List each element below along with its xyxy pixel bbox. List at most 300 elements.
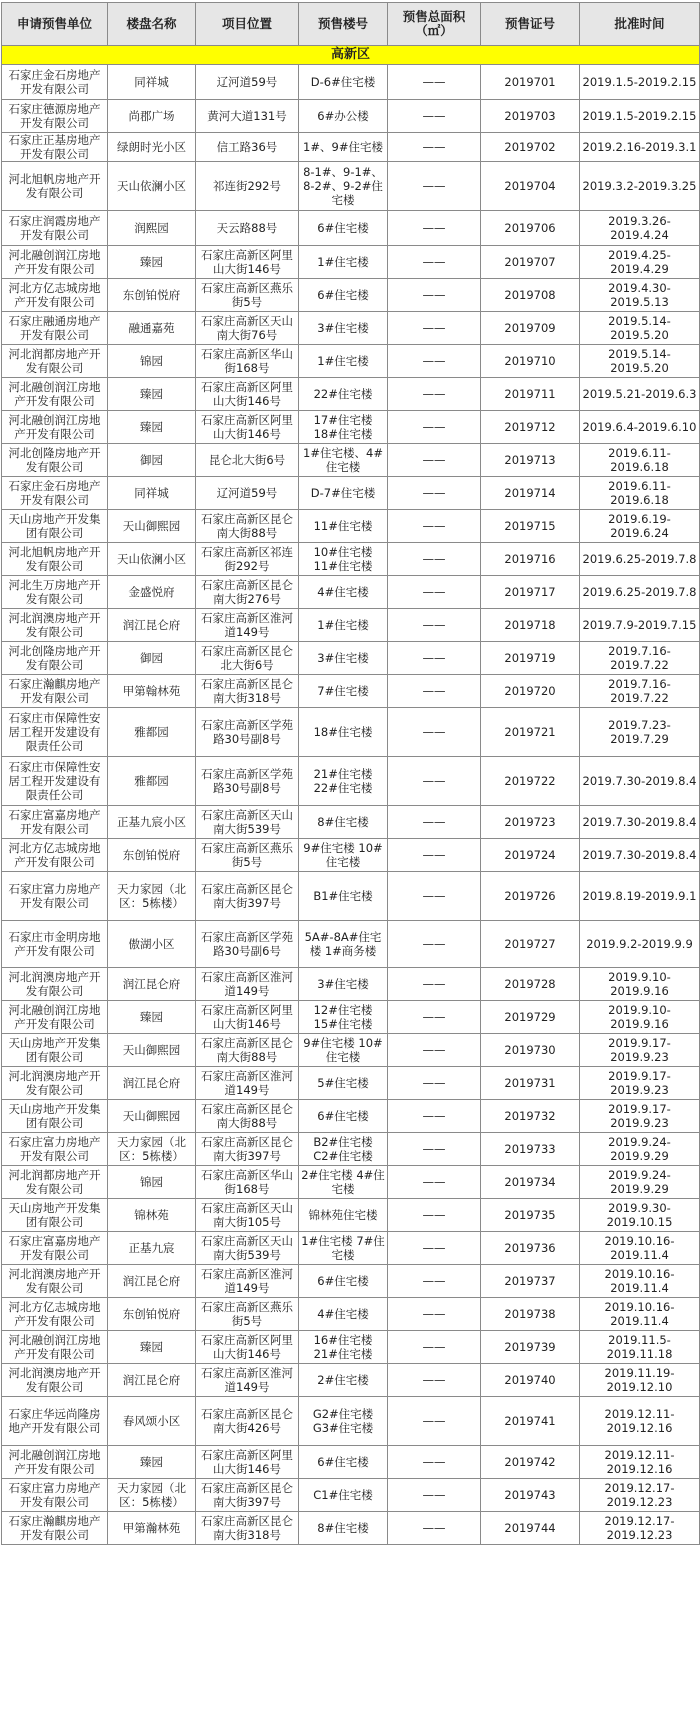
table-row <box>2 510 700 543</box>
presale-permit-table <box>1 2 700 1545</box>
cell-approval-period: 2019.6.19-2019.6.24 <box>580 510 700 543</box>
cell-approval-period: 2019.11.19-2019.12.10 <box>580 1364 700 1397</box>
table-row <box>2 162 700 211</box>
cell-total-area: —— <box>388 543 481 576</box>
table-row <box>2 839 700 872</box>
cell-buildings: C1#住宅楼 <box>299 1479 388 1512</box>
cell-applicant: 河北创隆房地产开发有限公司 <box>2 642 108 675</box>
cell-total-area: —— <box>388 968 481 1001</box>
cell-project-name: 春风颂小区 <box>108 1397 196 1446</box>
cell-approval-period: 2019.1.5-2019.2.15 <box>580 65 700 100</box>
cell-approval-period: 2019.7.23-2019.7.29 <box>580 708 700 757</box>
cell-applicant: 石家庄市保障性安居工程开发建设有限责任公司 <box>2 708 108 757</box>
cell-total-area: —— <box>388 1166 481 1199</box>
cell-approval-period: 2019.2.16-2019.3.1 <box>580 133 700 162</box>
cell-permit-number: 2019729 <box>481 1001 580 1034</box>
cell-location: 石家庄高新区祁连街292号 <box>196 543 299 576</box>
cell-applicant: 河北方亿志城房地产开发有限公司 <box>2 279 108 312</box>
table-row <box>2 1331 700 1364</box>
cell-buildings: 1#住宅楼 7#住宅楼 <box>299 1232 388 1265</box>
cell-permit-number: 2019741 <box>481 1397 580 1446</box>
cell-permit-number: 2019702 <box>481 133 580 162</box>
cell-project-name: 甲第瀚林苑 <box>108 1512 196 1545</box>
cell-project-name: 臻园 <box>108 1446 196 1479</box>
cell-permit-number: 2019738 <box>481 1298 580 1331</box>
cell-location: 石家庄高新区阿里山大街146号 <box>196 411 299 444</box>
table-row <box>2 133 700 162</box>
table-row <box>2 1100 700 1133</box>
cell-permit-number: 2019720 <box>481 675 580 708</box>
cell-approval-period: 2019.4.25-2019.4.29 <box>580 246 700 279</box>
cell-location: 石家庄高新区学苑路30号副6号 <box>196 921 299 968</box>
table-row <box>2 806 700 839</box>
cell-applicant: 石家庄富嘉房地产开发有限公司 <box>2 806 108 839</box>
cell-buildings: 3#住宅楼 <box>299 642 388 675</box>
cell-permit-number: 2019708 <box>481 279 580 312</box>
cell-total-area: —— <box>388 1479 481 1512</box>
cell-project-name: 天山依澜小区 <box>108 162 196 211</box>
header-project-name: 楼盘名称 <box>108 3 196 46</box>
cell-buildings: 21#住宅楼 22#住宅楼 <box>299 757 388 806</box>
cell-location: 昆仑北大街6号 <box>196 444 299 477</box>
table-row <box>2 757 700 806</box>
table-row <box>2 1034 700 1067</box>
cell-buildings: 4#住宅楼 <box>299 1298 388 1331</box>
section-title: 高新区 <box>2 46 700 65</box>
cell-permit-number: 2019737 <box>481 1265 580 1298</box>
table-header-row <box>2 3 700 46</box>
cell-total-area: —— <box>388 1067 481 1100</box>
cell-project-name: 锦园 <box>108 345 196 378</box>
cell-project-name: 天山御熙园 <box>108 510 196 543</box>
cell-total-area: —— <box>388 279 481 312</box>
cell-location: 石家庄高新区淮河道149号 <box>196 609 299 642</box>
cell-project-name: 天山御熙园 <box>108 1034 196 1067</box>
cell-location: 石家庄高新区昆仑南大街397号 <box>196 1133 299 1166</box>
cell-applicant: 石家庄瀚麒房地产开发有限公司 <box>2 1512 108 1545</box>
cell-applicant: 河北融创润江房地产开发有限公司 <box>2 411 108 444</box>
cell-total-area: —— <box>388 839 481 872</box>
cell-applicant: 河北润澳房地产开发有限公司 <box>2 609 108 642</box>
cell-applicant: 石家庄富力房地产开发有限公司 <box>2 1133 108 1166</box>
cell-total-area: —— <box>388 576 481 609</box>
cell-approval-period: 2019.10.16-2019.11.4 <box>580 1265 700 1298</box>
cell-applicant: 河北融创润江房地产开发有限公司 <box>2 1001 108 1034</box>
cell-buildings: 8-1#、9-1#、8-2#、9-2#住宅楼 <box>299 162 388 211</box>
cell-permit-number: 2019719 <box>481 642 580 675</box>
cell-buildings: G2#住宅楼 G3#住宅楼 <box>299 1397 388 1446</box>
cell-applicant: 天山房地产开发集团有限公司 <box>2 1199 108 1232</box>
cell-project-name: 天力家园（北区：5栋楼） <box>108 1479 196 1512</box>
cell-permit-number: 2019735 <box>481 1199 580 1232</box>
cell-approval-period: 2019.6.25-2019.7.8 <box>580 543 700 576</box>
cell-total-area: —— <box>388 1298 481 1331</box>
cell-total-area: —— <box>388 675 481 708</box>
cell-buildings: 1#住宅楼 <box>299 246 388 279</box>
cell-permit-number: 2019742 <box>481 1446 580 1479</box>
table-row <box>2 1479 700 1512</box>
cell-project-name: 东创铂悦府 <box>108 839 196 872</box>
table-row <box>2 246 700 279</box>
cell-project-name: 尚郡广场 <box>108 100 196 133</box>
cell-project-name: 雅都园 <box>108 757 196 806</box>
cell-applicant: 石家庄瀚麒房地产开发有限公司 <box>2 675 108 708</box>
cell-approval-period: 2019.6.4-2019.6.10 <box>580 411 700 444</box>
cell-buildings: 2#住宅楼 4#住宅楼 <box>299 1166 388 1199</box>
cell-permit-number: 2019714 <box>481 477 580 510</box>
cell-permit-number: 2019718 <box>481 609 580 642</box>
cell-location: 石家庄高新区昆仑南大街88号 <box>196 1034 299 1067</box>
cell-buildings: 9#住宅楼 10#住宅楼 <box>299 1034 388 1067</box>
cell-approval-period: 2019.5.14-2019.5.20 <box>580 345 700 378</box>
cell-total-area: —— <box>388 162 481 211</box>
cell-total-area: —— <box>388 1133 481 1166</box>
cell-total-area: —— <box>388 312 481 345</box>
table-row <box>2 1199 700 1232</box>
cell-buildings: 18#住宅楼 <box>299 708 388 757</box>
cell-permit-number: 2019733 <box>481 1133 580 1166</box>
cell-location: 信工路36号 <box>196 133 299 162</box>
cell-total-area: —— <box>388 246 481 279</box>
table-row <box>2 1133 700 1166</box>
cell-project-name: 天山御熙园 <box>108 1100 196 1133</box>
cell-permit-number: 2019724 <box>481 839 580 872</box>
cell-applicant: 石家庄融通房地产开发有限公司 <box>2 312 108 345</box>
cell-buildings: 6#住宅楼 <box>299 1265 388 1298</box>
cell-total-area: —— <box>388 1397 481 1446</box>
cell-permit-number: 2019703 <box>481 100 580 133</box>
table-row <box>2 345 700 378</box>
table-row <box>2 708 700 757</box>
cell-total-area: —— <box>388 133 481 162</box>
cell-applicant: 河北创隆房地产开发有限公司 <box>2 444 108 477</box>
cell-applicant: 河北润都房地产开发有限公司 <box>2 345 108 378</box>
cell-buildings: 1#住宅楼 <box>299 609 388 642</box>
cell-total-area: —— <box>388 1364 481 1397</box>
table-row <box>2 211 700 246</box>
cell-permit-number: 2019712 <box>481 411 580 444</box>
cell-project-name: 金盛悦府 <box>108 576 196 609</box>
cell-applicant: 石家庄富嘉房地产开发有限公司 <box>2 1232 108 1265</box>
cell-applicant: 河北润澳房地产开发有限公司 <box>2 1364 108 1397</box>
cell-project-name: 臻园 <box>108 1331 196 1364</box>
cell-permit-number: 2019732 <box>481 1100 580 1133</box>
cell-buildings: 1#、9#住宅楼 <box>299 133 388 162</box>
cell-applicant: 石家庄德源房地产开发有限公司 <box>2 100 108 133</box>
header-applicant: 申请预售单位 <box>2 3 108 46</box>
cell-buildings: 17#住宅楼 18#住宅楼 <box>299 411 388 444</box>
cell-approval-period: 2019.6.11-2019.6.18 <box>580 477 700 510</box>
cell-location: 辽河道59号 <box>196 65 299 100</box>
cell-total-area: —— <box>388 1331 481 1364</box>
cell-project-name: 锦林苑 <box>108 1199 196 1232</box>
table-row <box>2 1232 700 1265</box>
cell-permit-number: 2019740 <box>481 1364 580 1397</box>
cell-permit-number: 2019731 <box>481 1067 580 1100</box>
cell-location: 石家庄高新区华山街168号 <box>196 345 299 378</box>
cell-project-name: 融通嘉苑 <box>108 312 196 345</box>
cell-location: 石家庄高新区华山街168号 <box>196 1166 299 1199</box>
cell-project-name: 东创铂悦府 <box>108 279 196 312</box>
cell-buildings: B1#住宅楼 <box>299 872 388 921</box>
cell-approval-period: 2019.9.2-2019.9.9 <box>580 921 700 968</box>
cell-buildings: 4#住宅楼 <box>299 576 388 609</box>
cell-approval-period: 2019.9.17-2019.9.23 <box>580 1034 700 1067</box>
cell-location: 石家庄高新区阿里山大街146号 <box>196 378 299 411</box>
cell-permit-number: 2019743 <box>481 1479 580 1512</box>
cell-total-area: —— <box>388 411 481 444</box>
cell-location: 石家庄高新区淮河道149号 <box>196 1364 299 1397</box>
header-location: 项目位置 <box>196 3 299 46</box>
cell-location: 石家庄高新区淮河道149号 <box>196 968 299 1001</box>
cell-location: 石家庄高新区昆仑北大街6号 <box>196 642 299 675</box>
cell-buildings: 7#住宅楼 <box>299 675 388 708</box>
cell-applicant: 河北融创润江房地产开发有限公司 <box>2 246 108 279</box>
header-buildings: 预售楼号 <box>299 3 388 46</box>
cell-location: 石家庄高新区昆仑南大街276号 <box>196 576 299 609</box>
cell-permit-number: 2019722 <box>481 757 580 806</box>
cell-approval-period: 2019.9.24-2019.9.29 <box>580 1133 700 1166</box>
cell-permit-number: 2019728 <box>481 968 580 1001</box>
cell-applicant: 河北旭帆房地产开发有限公司 <box>2 543 108 576</box>
cell-approval-period: 2019.12.17-2019.12.23 <box>580 1479 700 1512</box>
cell-location: 石家庄高新区阿里山大街146号 <box>196 246 299 279</box>
cell-project-name: 锦园 <box>108 1166 196 1199</box>
cell-location: 石家庄高新区燕乐街5号 <box>196 1298 299 1331</box>
cell-total-area: —— <box>388 757 481 806</box>
cell-approval-period: 2019.9.30-2019.10.15 <box>580 1199 700 1232</box>
cell-permit-number: 2019723 <box>481 806 580 839</box>
cell-buildings: 5A#-8A#住宅楼 1#商务楼 <box>299 921 388 968</box>
cell-project-name: 润江昆仑府 <box>108 609 196 642</box>
cell-project-name: 臻园 <box>108 378 196 411</box>
cell-location: 石家庄高新区阿里山大街146号 <box>196 1446 299 1479</box>
cell-buildings: 5#住宅楼 <box>299 1067 388 1100</box>
cell-buildings: 8#住宅楼 <box>299 806 388 839</box>
cell-applicant: 石家庄正基房地产开发有限公司 <box>2 133 108 162</box>
cell-approval-period: 2019.5.14-2019.5.20 <box>580 312 700 345</box>
cell-approval-period: 2019.3.2-2019.3.25 <box>580 162 700 211</box>
cell-location: 石家庄高新区淮河道149号 <box>196 1067 299 1100</box>
cell-applicant: 石家庄市保障性安居工程开发建设有限责任公司 <box>2 757 108 806</box>
table-row <box>2 675 700 708</box>
cell-location: 石家庄高新区天山南大街539号 <box>196 1232 299 1265</box>
cell-location: 石家庄高新区昆仑南大街318号 <box>196 675 299 708</box>
cell-permit-number: 2019710 <box>481 345 580 378</box>
cell-approval-period: 2019.12.11-2019.12.16 <box>580 1446 700 1479</box>
cell-location: 石家庄高新区昆仑南大街88号 <box>196 510 299 543</box>
cell-permit-number: 2019701 <box>481 65 580 100</box>
table-row <box>2 1265 700 1298</box>
cell-approval-period: 2019.9.17-2019.9.23 <box>580 1100 700 1133</box>
cell-buildings: 22#住宅楼 <box>299 378 388 411</box>
table-row <box>2 642 700 675</box>
cell-permit-number: 2019730 <box>481 1034 580 1067</box>
cell-project-name: 天力家园（北区：5栋楼） <box>108 1133 196 1166</box>
cell-applicant: 河北润澳房地产开发有限公司 <box>2 1265 108 1298</box>
cell-location: 石家庄高新区阿里山大街146号 <box>196 1001 299 1034</box>
cell-project-name: 雅都园 <box>108 708 196 757</box>
cell-location: 石家庄高新区阿里山大街146号 <box>196 1331 299 1364</box>
cell-permit-number: 2019721 <box>481 708 580 757</box>
cell-location: 石家庄高新区天山南大街539号 <box>196 806 299 839</box>
cell-project-name: 润熙园 <box>108 211 196 246</box>
cell-applicant: 石家庄金石房地产开发有限公司 <box>2 477 108 510</box>
cell-buildings: 8#住宅楼 <box>299 1512 388 1545</box>
cell-total-area: —— <box>388 609 481 642</box>
cell-buildings: B2#住宅楼 C2#住宅楼 <box>299 1133 388 1166</box>
table-row <box>2 378 700 411</box>
cell-total-area: —— <box>388 806 481 839</box>
cell-location: 石家庄高新区昆仑南大街397号 <box>196 872 299 921</box>
table-row <box>2 100 700 133</box>
cell-total-area: —— <box>388 1232 481 1265</box>
table-row <box>2 1364 700 1397</box>
cell-total-area: —— <box>388 378 481 411</box>
cell-buildings: 3#住宅楼 <box>299 312 388 345</box>
table-row <box>2 872 700 921</box>
cell-total-area: —— <box>388 510 481 543</box>
cell-location: 黄河大道131号 <box>196 100 299 133</box>
cell-buildings: 12#住宅楼 15#住宅楼 <box>299 1001 388 1034</box>
cell-total-area: —— <box>388 211 481 246</box>
cell-approval-period: 2019.10.16-2019.11.4 <box>580 1232 700 1265</box>
cell-applicant: 石家庄华远尚隆房地产开发有限公司 <box>2 1397 108 1446</box>
cell-buildings: 6#住宅楼 <box>299 211 388 246</box>
cell-applicant: 河北润澳房地产开发有限公司 <box>2 968 108 1001</box>
cell-approval-period: 2019.3.26-2019.4.24 <box>580 211 700 246</box>
table-row <box>2 411 700 444</box>
cell-total-area: —— <box>388 642 481 675</box>
cell-total-area: —— <box>388 65 481 100</box>
cell-buildings: 11#住宅楼 <box>299 510 388 543</box>
table-row <box>2 543 700 576</box>
cell-approval-period: 2019.11.5-2019.11.18 <box>580 1331 700 1364</box>
cell-project-name: 正基九宸 <box>108 1232 196 1265</box>
table-row <box>2 1446 700 1479</box>
table-row <box>2 1166 700 1199</box>
cell-permit-number: 2019726 <box>481 872 580 921</box>
cell-approval-period: 2019.6.25-2019.7.8 <box>580 576 700 609</box>
cell-buildings: 6#办公楼 <box>299 100 388 133</box>
cell-permit-number: 2019715 <box>481 510 580 543</box>
cell-applicant: 石家庄市金明房地产开发有限公司 <box>2 921 108 968</box>
cell-total-area: —— <box>388 1512 481 1545</box>
cell-approval-period: 2019.7.30-2019.8.4 <box>580 806 700 839</box>
cell-project-name: 润江昆仑府 <box>108 1265 196 1298</box>
cell-approval-period: 2019.9.17-2019.9.23 <box>580 1067 700 1100</box>
header-approval-period: 批准时间 <box>580 3 700 46</box>
cell-applicant: 河北方亿志城房地产开发有限公司 <box>2 839 108 872</box>
cell-project-name: 润江昆仑府 <box>108 1067 196 1100</box>
header-total-area: 预售总面积（㎡） <box>388 3 481 46</box>
cell-project-name: 润江昆仑府 <box>108 1364 196 1397</box>
cell-total-area: —— <box>388 1199 481 1232</box>
cell-buildings: 1#住宅楼、4#住宅楼 <box>299 444 388 477</box>
cell-approval-period: 2019.7.16-2019.7.22 <box>580 642 700 675</box>
cell-location: 石家庄高新区燕乐街5号 <box>196 279 299 312</box>
table-row <box>2 968 700 1001</box>
cell-total-area: —— <box>388 345 481 378</box>
cell-total-area: —— <box>388 708 481 757</box>
cell-applicant: 石家庄富力房地产开发有限公司 <box>2 1479 108 1512</box>
cell-permit-number: 2019744 <box>481 1512 580 1545</box>
cell-permit-number: 2019717 <box>481 576 580 609</box>
cell-applicant: 天山房地产开发集团有限公司 <box>2 1100 108 1133</box>
cell-location: 天云路88号 <box>196 211 299 246</box>
cell-permit-number: 2019706 <box>481 211 580 246</box>
cell-approval-period: 2019.7.9-2019.7.15 <box>580 609 700 642</box>
cell-location: 石家庄高新区昆仑南大街397号 <box>196 1479 299 1512</box>
cell-project-name: 甲第翰林苑 <box>108 675 196 708</box>
cell-buildings: 3#住宅楼 <box>299 968 388 1001</box>
table-row <box>2 279 700 312</box>
cell-permit-number: 2019716 <box>481 543 580 576</box>
cell-approval-period: 2019.7.30-2019.8.4 <box>580 757 700 806</box>
cell-approval-period: 2019.9.10-2019.9.16 <box>580 968 700 1001</box>
cell-buildings: 6#住宅楼 <box>299 1446 388 1479</box>
cell-project-name: 傲湖小区 <box>108 921 196 968</box>
cell-applicant: 天山房地产开发集团有限公司 <box>2 1034 108 1067</box>
cell-permit-number: 2019711 <box>481 378 580 411</box>
cell-location: 祁连街292号 <box>196 162 299 211</box>
cell-applicant: 河北旭帆房地产开发有限公司 <box>2 162 108 211</box>
cell-approval-period: 2019.4.30-2019.5.13 <box>580 279 700 312</box>
cell-project-name: 臻园 <box>108 411 196 444</box>
cell-total-area: —— <box>388 477 481 510</box>
cell-project-name: 同祥城 <box>108 65 196 100</box>
cell-approval-period: 2019.5.21-2019.6.3 <box>580 378 700 411</box>
cell-total-area: —— <box>388 872 481 921</box>
cell-permit-number: 2019734 <box>481 1166 580 1199</box>
cell-location: 石家庄高新区天山南大街76号 <box>196 312 299 345</box>
cell-applicant: 河北融创润江房地产开发有限公司 <box>2 378 108 411</box>
cell-total-area: —— <box>388 1265 481 1298</box>
cell-total-area: —— <box>388 1034 481 1067</box>
cell-total-area: —— <box>388 1446 481 1479</box>
cell-project-name: 绿朗时光小区 <box>108 133 196 162</box>
cell-buildings: D-6#住宅楼 <box>299 65 388 100</box>
cell-project-name: 御园 <box>108 444 196 477</box>
cell-project-name: 东创铂悦府 <box>108 1298 196 1331</box>
table-row <box>2 1512 700 1545</box>
cell-location: 石家庄高新区学苑路30号副8号 <box>196 757 299 806</box>
cell-location: 石家庄高新区学苑路30号副8号 <box>196 708 299 757</box>
cell-buildings: 2#住宅楼 <box>299 1364 388 1397</box>
cell-applicant: 河北方亿志城房地产开发有限公司 <box>2 1298 108 1331</box>
cell-permit-number: 2019707 <box>481 246 580 279</box>
cell-applicant: 河北生万房地产开发有限公司 <box>2 576 108 609</box>
cell-location: 石家庄高新区燕乐街5号 <box>196 839 299 872</box>
cell-total-area: —— <box>388 921 481 968</box>
table-row <box>2 609 700 642</box>
cell-buildings: 6#住宅楼 <box>299 279 388 312</box>
cell-applicant: 天山房地产开发集团有限公司 <box>2 510 108 543</box>
cell-project-name: 润江昆仑府 <box>108 968 196 1001</box>
section-row <box>2 46 700 65</box>
cell-permit-number: 2019727 <box>481 921 580 968</box>
cell-total-area: —— <box>388 444 481 477</box>
cell-applicant: 石家庄金石房地产开发有限公司 <box>2 65 108 100</box>
cell-buildings: D-7#住宅楼 <box>299 477 388 510</box>
cell-project-name: 臻园 <box>108 1001 196 1034</box>
header-permit-number: 预售证号 <box>481 3 580 46</box>
cell-approval-period: 2019.8.19-2019.9.1 <box>580 872 700 921</box>
cell-total-area: —— <box>388 1100 481 1133</box>
table-row <box>2 444 700 477</box>
table-row <box>2 1067 700 1100</box>
cell-applicant: 河北润都房地产开发有限公司 <box>2 1166 108 1199</box>
